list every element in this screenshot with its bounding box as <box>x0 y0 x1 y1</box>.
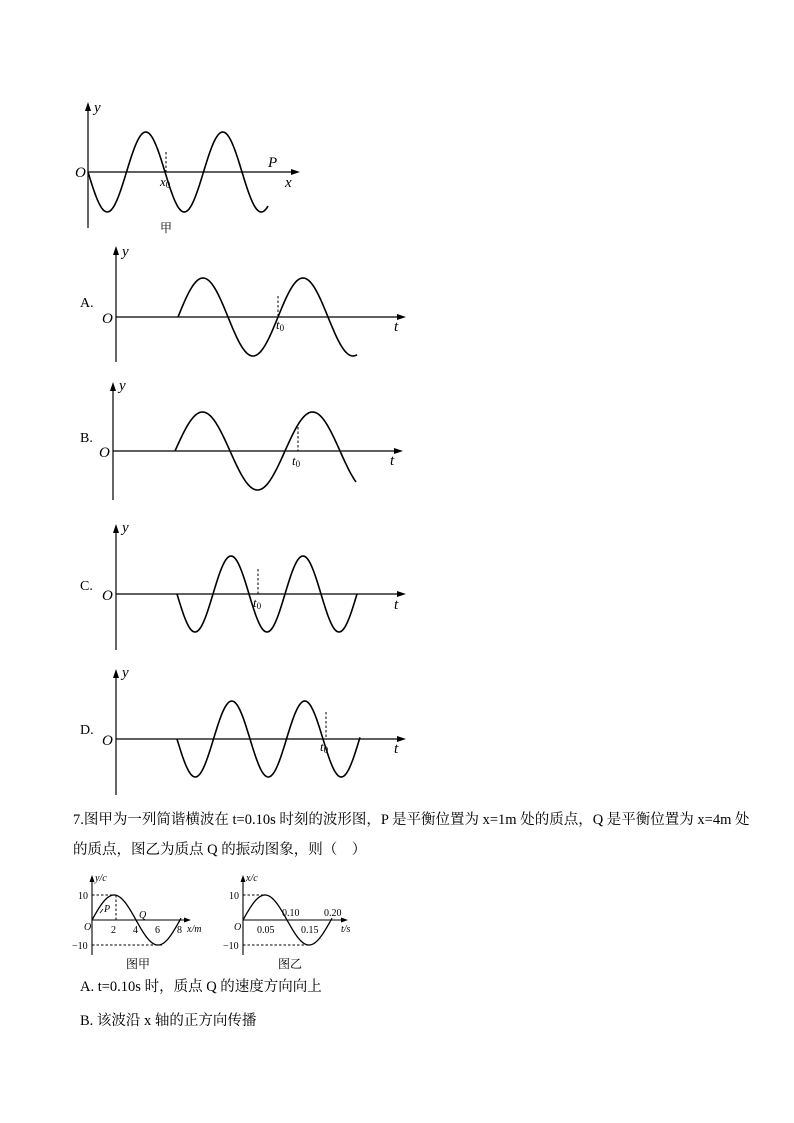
option-b-y-label: y <box>119 378 126 394</box>
option-a-t-label: t <box>394 319 399 335</box>
option-c-t0-label: t0 <box>253 595 262 611</box>
jia-origin: O <box>84 922 92 933</box>
yi-x-label: t/s <box>341 924 351 935</box>
option-d-y-label: y <box>122 665 129 681</box>
yi-ytick-10: 10 <box>229 891 239 902</box>
question-7-line-1: 7.图甲为一列简谐横波在 t=0.10s 时刻的波形图，P 是平衡位置为 x=1m 处的质点，Q 是平衡位置为 x=4m 处 <box>73 812 750 828</box>
option-d-graph <box>80 665 406 795</box>
yi-origin: O <box>234 922 242 933</box>
yi-caption: 图乙 <box>278 957 303 971</box>
x0-label: x0 <box>160 174 171 190</box>
option-c-t-label: t <box>394 597 399 613</box>
answer-option-b: B. 该波沿 x 轴的正方向传播 <box>80 1013 257 1029</box>
jia-p-pointer <box>100 909 103 913</box>
yi-y-label: x/c <box>246 873 258 884</box>
option-b-origin: O <box>99 445 110 461</box>
main-x-axis-label: x <box>285 175 292 191</box>
option-d-letter: D. <box>80 723 94 738</box>
option-d-t-label: t <box>394 741 399 757</box>
jia-p-label: P <box>104 904 111 915</box>
main-origin-label: O <box>75 165 86 181</box>
option-b-letter: B. <box>80 431 93 446</box>
yi-ttick-020: 0.20 <box>324 908 342 919</box>
jia-caption: 图甲 <box>126 957 151 971</box>
jia-xtick-4: 4 <box>133 925 138 936</box>
option-a-letter: A. <box>80 296 94 311</box>
option-c-graph <box>80 520 406 650</box>
figure-yi <box>223 873 351 971</box>
jia-xtick-2: 2 <box>111 925 116 936</box>
yi-ytick-neg10: −10 <box>223 941 239 952</box>
option-c-origin: O <box>102 588 113 604</box>
option-b-graph <box>80 378 403 500</box>
option-a-t0-label: t0 <box>276 317 285 333</box>
answer-option-a: A. t=0.10s 时，质点 Q 的速度方向向上 <box>80 979 322 995</box>
option-b-t0-label: t0 <box>292 453 301 469</box>
main-caption: 甲 <box>160 221 173 235</box>
jia-xtick-8: 8 <box>177 925 182 936</box>
jia-x-label: x/m <box>187 924 202 935</box>
option-a-graph <box>80 244 406 362</box>
option-a-origin: O <box>102 311 113 327</box>
jia-xtick-6: 6 <box>155 925 160 936</box>
option-c-letter: C. <box>80 579 93 594</box>
yi-ttick-005: 0.05 <box>257 925 275 936</box>
option-b-t-label: t <box>390 453 395 469</box>
jia-ytick-10: 10 <box>78 891 88 902</box>
option-c-y-label: y <box>122 520 129 536</box>
question-7-line-2: 的质点，图乙为质点 Q 的振动图象，则（ ） <box>73 842 367 858</box>
option-d-origin: O <box>102 733 113 749</box>
point-p-label: P <box>268 155 278 171</box>
figure-jia <box>72 873 201 971</box>
yi-ttick-015: 0.15 <box>301 925 319 936</box>
jia-y-label: y/c <box>95 873 107 884</box>
yi-ttick-010: 0.10 <box>282 908 300 919</box>
jia-ytick-neg10: −10 <box>72 941 88 952</box>
main-y-axis-label: y <box>94 100 101 116</box>
option-d-t0-label: t0 <box>320 739 329 755</box>
jia-q-label: Q <box>139 910 147 921</box>
option-a-y-label: y <box>122 244 129 260</box>
